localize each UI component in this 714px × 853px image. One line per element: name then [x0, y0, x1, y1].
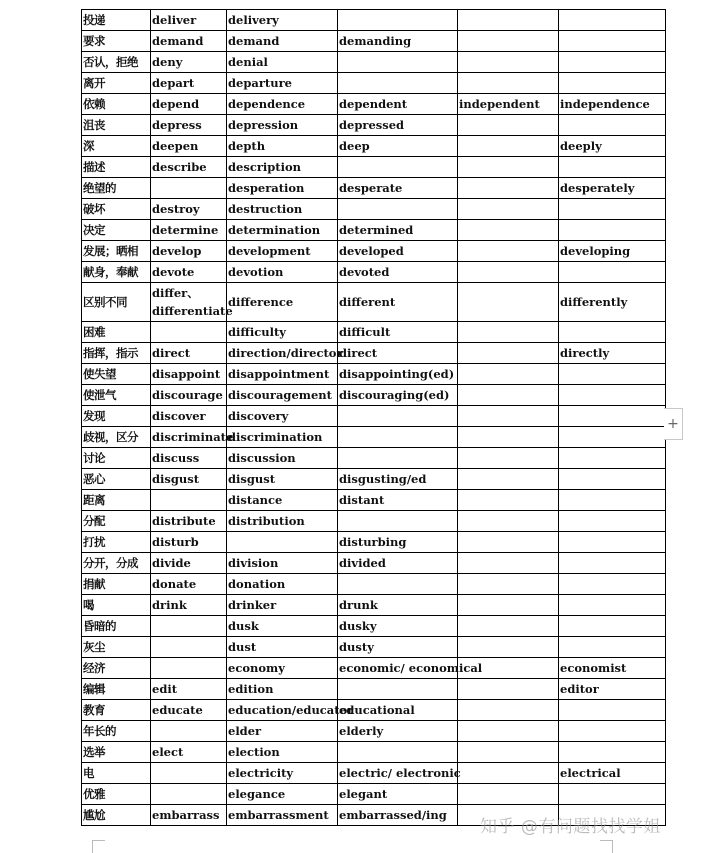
- antonym-cell: [458, 553, 559, 574]
- verb-cell: [151, 658, 227, 679]
- verb-cell: depart: [151, 73, 227, 94]
- adjective-cell: educational: [338, 700, 458, 721]
- noun-cell: discovery: [227, 406, 338, 427]
- verb-cell: [151, 721, 227, 742]
- noun-cell: [227, 532, 338, 553]
- adjective-cell: devoted: [338, 262, 458, 283]
- verb-cell: discourage: [151, 385, 227, 406]
- noun-cell: disgust: [227, 469, 338, 490]
- adjective-cell: [338, 427, 458, 448]
- table-row: [82, 52, 666, 73]
- noun-cell: direction/director: [227, 343, 338, 364]
- table-row: [82, 406, 666, 427]
- chinese-meaning-cell: 使泄气: [82, 385, 151, 406]
- noun-cell: discrimination: [227, 427, 338, 448]
- noun-cell: depression: [227, 115, 338, 136]
- adverb-cell: directly: [559, 343, 666, 364]
- noun-cell: discussion: [227, 448, 338, 469]
- chinese-meaning-cell: 深: [82, 136, 151, 157]
- noun-cell: donation: [227, 574, 338, 595]
- page-corner-mark-right: [600, 840, 613, 853]
- antonym-cell: [458, 490, 559, 511]
- table-row: [82, 136, 666, 157]
- adverb-cell: [559, 10, 666, 31]
- adjective-cell: disturbing: [338, 532, 458, 553]
- verb-cell: depend: [151, 94, 227, 115]
- chinese-meaning-cell: 困难: [82, 322, 151, 343]
- table-row: [82, 637, 666, 658]
- adjective-cell: divided: [338, 553, 458, 574]
- adjective-cell: distant: [338, 490, 458, 511]
- vocabulary-table: [81, 9, 666, 826]
- table-row: [82, 742, 666, 763]
- chinese-meaning-cell: 要求: [82, 31, 151, 52]
- table-row: [82, 199, 666, 220]
- table-row: [82, 595, 666, 616]
- noun-cell: division: [227, 553, 338, 574]
- noun-cell: description: [227, 157, 338, 178]
- chinese-meaning-cell: 分开，分成: [82, 553, 151, 574]
- adverb-cell: [559, 784, 666, 805]
- page-corner-mark-left: [92, 840, 105, 853]
- adverb-cell: [559, 364, 666, 385]
- antonym-cell: [458, 721, 559, 742]
- table-row: [82, 283, 666, 322]
- adjective-cell: deep: [338, 136, 458, 157]
- table-row: [82, 553, 666, 574]
- adjective-cell: desperate: [338, 178, 458, 199]
- adjective-cell: difficult: [338, 322, 458, 343]
- verb-cell: donate: [151, 574, 227, 595]
- verb-cell: deny: [151, 52, 227, 73]
- table-row: [82, 784, 666, 805]
- noun-cell: distribution: [227, 511, 338, 532]
- verb-cell: determine: [151, 220, 227, 241]
- antonym-cell: [458, 700, 559, 721]
- verb-cell: [151, 763, 227, 784]
- noun-cell: electricity: [227, 763, 338, 784]
- noun-cell: education/educator: [227, 700, 338, 721]
- verb-cell: [151, 178, 227, 199]
- chinese-meaning-cell: 选举: [82, 742, 151, 763]
- adverb-cell: [559, 469, 666, 490]
- table-row: [82, 616, 666, 637]
- adverb-cell: [559, 511, 666, 532]
- verb-cell: direct: [151, 343, 227, 364]
- chinese-meaning-cell: 编辑: [82, 679, 151, 700]
- chinese-meaning-cell: 讨论: [82, 448, 151, 469]
- noun-cell: embarrassment: [227, 805, 338, 826]
- chinese-meaning-cell: 离开: [82, 73, 151, 94]
- table-row: [82, 10, 666, 31]
- verb-cell: [151, 637, 227, 658]
- chinese-meaning-cell: 投递: [82, 10, 151, 31]
- plus-icon: +: [667, 416, 679, 432]
- antonym-cell: [458, 157, 559, 178]
- adverb-cell: [559, 115, 666, 136]
- adjective-cell: embarrassed/ing: [338, 805, 458, 826]
- adverb-cell: editor: [559, 679, 666, 700]
- noun-cell: drinker: [227, 595, 338, 616]
- chinese-meaning-cell: 教育: [82, 700, 151, 721]
- chinese-meaning-cell: 发现: [82, 406, 151, 427]
- verb-cell: drink: [151, 595, 227, 616]
- noun-cell: economy: [227, 658, 338, 679]
- table-row: [82, 574, 666, 595]
- table-row: [82, 511, 666, 532]
- antonym-cell: [458, 283, 559, 322]
- adjective-cell: [338, 742, 458, 763]
- verb-cell: demand: [151, 31, 227, 52]
- chinese-meaning-cell: 否认，拒绝: [82, 52, 151, 73]
- chinese-meaning-cell: 沮丧: [82, 115, 151, 136]
- antonym-cell: [458, 136, 559, 157]
- table-row: [82, 427, 666, 448]
- antonym-cell: [458, 178, 559, 199]
- adverb-cell: [559, 385, 666, 406]
- table-row: [82, 31, 666, 52]
- watermark: 知乎 @有问题找找学姐: [480, 817, 661, 837]
- chinese-meaning-cell: 打扰: [82, 532, 151, 553]
- chinese-meaning-cell: 电: [82, 763, 151, 784]
- antonym-cell: [458, 241, 559, 262]
- verb-cell: [151, 616, 227, 637]
- antonym-cell: [458, 322, 559, 343]
- table-row: [82, 700, 666, 721]
- antonym-cell: [458, 73, 559, 94]
- antonym-cell: [458, 199, 559, 220]
- verb-cell: divide: [151, 553, 227, 574]
- antonym-cell: [458, 364, 559, 385]
- noun-cell: difficulty: [227, 322, 338, 343]
- chinese-meaning-cell: 绝望的: [82, 178, 151, 199]
- chinese-meaning-cell: 指挥，指示: [82, 343, 151, 364]
- antonym-cell: independent: [458, 94, 559, 115]
- adverb-cell: [559, 322, 666, 343]
- noun-cell: distance: [227, 490, 338, 511]
- verb-cell: deliver: [151, 10, 227, 31]
- chinese-meaning-cell: 恶心: [82, 469, 151, 490]
- vocabulary-table-body: [82, 10, 666, 826]
- adjective-cell: [338, 511, 458, 532]
- noun-cell: dependence: [227, 94, 338, 115]
- adverb-cell: [559, 721, 666, 742]
- noun-cell: devotion: [227, 262, 338, 283]
- adverb-cell: electrical: [559, 763, 666, 784]
- noun-cell: depth: [227, 136, 338, 157]
- adjective-cell: [338, 10, 458, 31]
- antonym-cell: [458, 406, 559, 427]
- adverb-cell: [559, 199, 666, 220]
- antonym-cell: [458, 115, 559, 136]
- table-row: [82, 343, 666, 364]
- adjective-cell: drunk: [338, 595, 458, 616]
- chinese-meaning-cell: 尴尬: [82, 805, 151, 826]
- noun-cell: difference: [227, 283, 338, 322]
- chinese-meaning-cell: 歧视，区分: [82, 427, 151, 448]
- table-row: [82, 178, 666, 199]
- verb-cell: disgust: [151, 469, 227, 490]
- noun-cell: dust: [227, 637, 338, 658]
- verb-cell: depress: [151, 115, 227, 136]
- chinese-meaning-cell: 经济: [82, 658, 151, 679]
- antonym-cell: [458, 574, 559, 595]
- table-row: [82, 262, 666, 283]
- adverb-cell: [559, 595, 666, 616]
- antonym-cell: [458, 532, 559, 553]
- table-row: [82, 220, 666, 241]
- chinese-meaning-cell: 年长的: [82, 721, 151, 742]
- adverb-cell: deeply: [559, 136, 666, 157]
- antonym-cell: [458, 595, 559, 616]
- adjective-cell: [338, 406, 458, 427]
- verb-cell: disappoint: [151, 364, 227, 385]
- table-row: [82, 490, 666, 511]
- antonym-cell: [458, 220, 559, 241]
- table-row: [82, 241, 666, 262]
- adjective-cell: demanding: [338, 31, 458, 52]
- chinese-meaning-cell: 距离: [82, 490, 151, 511]
- noun-cell: elder: [227, 721, 338, 742]
- table-row: [82, 763, 666, 784]
- adjective-cell: dependent: [338, 94, 458, 115]
- antonym-cell: [458, 427, 559, 448]
- verb-cell: educate: [151, 700, 227, 721]
- verb-cell: [151, 322, 227, 343]
- antonym-cell: [458, 616, 559, 637]
- noun-cell: delivery: [227, 10, 338, 31]
- adjective-cell: [338, 448, 458, 469]
- antonym-cell: [458, 637, 559, 658]
- adjective-cell: electric/ electronic: [338, 763, 458, 784]
- noun-cell: determination: [227, 220, 338, 241]
- verb-cell: [151, 784, 227, 805]
- chinese-meaning-cell: 喝: [82, 595, 151, 616]
- adjective-cell: dusty: [338, 637, 458, 658]
- verb-cell: devote: [151, 262, 227, 283]
- adverb-cell: [559, 31, 666, 52]
- verb-cell: discriminate: [151, 427, 227, 448]
- adjective-cell: [338, 679, 458, 700]
- adverb-cell: [559, 220, 666, 241]
- noun-cell: disappointment: [227, 364, 338, 385]
- verb-cell: develop: [151, 241, 227, 262]
- verb-cell: discover: [151, 406, 227, 427]
- chinese-meaning-cell: 决定: [82, 220, 151, 241]
- noun-cell: election: [227, 742, 338, 763]
- table-row: [82, 385, 666, 406]
- antonym-cell: [458, 784, 559, 805]
- adjective-cell: economic/ economical: [338, 658, 458, 679]
- adjective-cell: elegant: [338, 784, 458, 805]
- table-row: [82, 679, 666, 700]
- adverb-cell: [559, 532, 666, 553]
- adverb-cell: [559, 742, 666, 763]
- table-row: [82, 532, 666, 553]
- adjective-cell: developed: [338, 241, 458, 262]
- adverb-cell: [559, 262, 666, 283]
- noun-cell: discouragement: [227, 385, 338, 406]
- adverb-cell: [559, 700, 666, 721]
- adverb-cell: differently: [559, 283, 666, 322]
- chinese-meaning-cell: 依赖: [82, 94, 151, 115]
- adverb-cell: economist: [559, 658, 666, 679]
- table-row: [82, 658, 666, 679]
- adverb-cell: [559, 553, 666, 574]
- antonym-cell: [458, 763, 559, 784]
- antonym-cell: [458, 448, 559, 469]
- chinese-meaning-cell: 破坏: [82, 199, 151, 220]
- noun-cell: edition: [227, 679, 338, 700]
- chinese-meaning-cell: 献身，奉献: [82, 262, 151, 283]
- adjective-cell: depressed: [338, 115, 458, 136]
- noun-cell: dusk: [227, 616, 338, 637]
- table-row: [82, 322, 666, 343]
- adverb-cell: [559, 427, 666, 448]
- chinese-meaning-cell: 发展；晒相: [82, 241, 151, 262]
- table-row: [82, 448, 666, 469]
- adverb-cell: [559, 73, 666, 94]
- adjective-cell: different: [338, 283, 458, 322]
- adjective-cell: disgusting/ed: [338, 469, 458, 490]
- antonym-cell: [458, 52, 559, 73]
- verb-cell: describe: [151, 157, 227, 178]
- chinese-meaning-cell: 灰尘: [82, 637, 151, 658]
- chinese-meaning-cell: 优雅: [82, 784, 151, 805]
- adverb-cell: [559, 616, 666, 637]
- noun-cell: demand: [227, 31, 338, 52]
- antonym-cell: [458, 679, 559, 700]
- chinese-meaning-cell: 分配: [82, 511, 151, 532]
- verb-cell: edit: [151, 679, 227, 700]
- chinese-meaning-cell: 区别不同: [82, 283, 151, 322]
- chinese-meaning-cell: 描述: [82, 157, 151, 178]
- antonym-cell: [458, 511, 559, 532]
- adjective-cell: elderly: [338, 721, 458, 742]
- verb-cell: [151, 490, 227, 511]
- adjective-cell: determined: [338, 220, 458, 241]
- table-row: [82, 73, 666, 94]
- antonym-cell: [458, 385, 559, 406]
- adverb-cell: [559, 637, 666, 658]
- table-row: [82, 115, 666, 136]
- noun-cell: departure: [227, 73, 338, 94]
- verb-cell: distribute: [151, 511, 227, 532]
- adverb-cell: developing: [559, 241, 666, 262]
- verb-cell: disturb: [151, 532, 227, 553]
- noun-cell: elegance: [227, 784, 338, 805]
- adjective-cell: [338, 199, 458, 220]
- noun-cell: desperation: [227, 178, 338, 199]
- antonym-cell: [458, 10, 559, 31]
- adverb-cell: [559, 490, 666, 511]
- noun-cell: destruction: [227, 199, 338, 220]
- noun-cell: development: [227, 241, 338, 262]
- adverb-cell: [559, 157, 666, 178]
- verb-cell: elect: [151, 742, 227, 763]
- antonym-cell: [458, 469, 559, 490]
- verb-cell: discuss: [151, 448, 227, 469]
- table-row: [82, 94, 666, 115]
- chinese-meaning-cell: 捐献: [82, 574, 151, 595]
- add-column-button[interactable]: [664, 408, 683, 440]
- verb-cell: deepen: [151, 136, 227, 157]
- adverb-cell: [559, 574, 666, 595]
- adjective-cell: [338, 157, 458, 178]
- antonym-cell: [458, 31, 559, 52]
- adjective-cell: disappointing(ed): [338, 364, 458, 385]
- adverb-cell: [559, 406, 666, 427]
- adverb-cell: [559, 448, 666, 469]
- chinese-meaning-cell: 昏暗的: [82, 616, 151, 637]
- adjective-cell: [338, 574, 458, 595]
- adjective-cell: [338, 52, 458, 73]
- verb-cell: destroy: [151, 199, 227, 220]
- verb-cell: differ、differentiate: [151, 283, 227, 322]
- antonym-cell: [458, 742, 559, 763]
- table-row: [82, 364, 666, 385]
- antonym-cell: [458, 343, 559, 364]
- noun-cell: denial: [227, 52, 338, 73]
- adjective-cell: dusky: [338, 616, 458, 637]
- chinese-meaning-cell: 使失望: [82, 364, 151, 385]
- verb-cell: embarrass: [151, 805, 227, 826]
- adjective-cell: discouraging(ed): [338, 385, 458, 406]
- adverb-cell: desperately: [559, 178, 666, 199]
- adjective-cell: direct: [338, 343, 458, 364]
- table-row: [82, 469, 666, 490]
- table-row: [82, 721, 666, 742]
- adverb-cell: [559, 52, 666, 73]
- adverb-cell: independence: [559, 94, 666, 115]
- antonym-cell: [458, 262, 559, 283]
- table-row: [82, 157, 666, 178]
- adjective-cell: [338, 73, 458, 94]
